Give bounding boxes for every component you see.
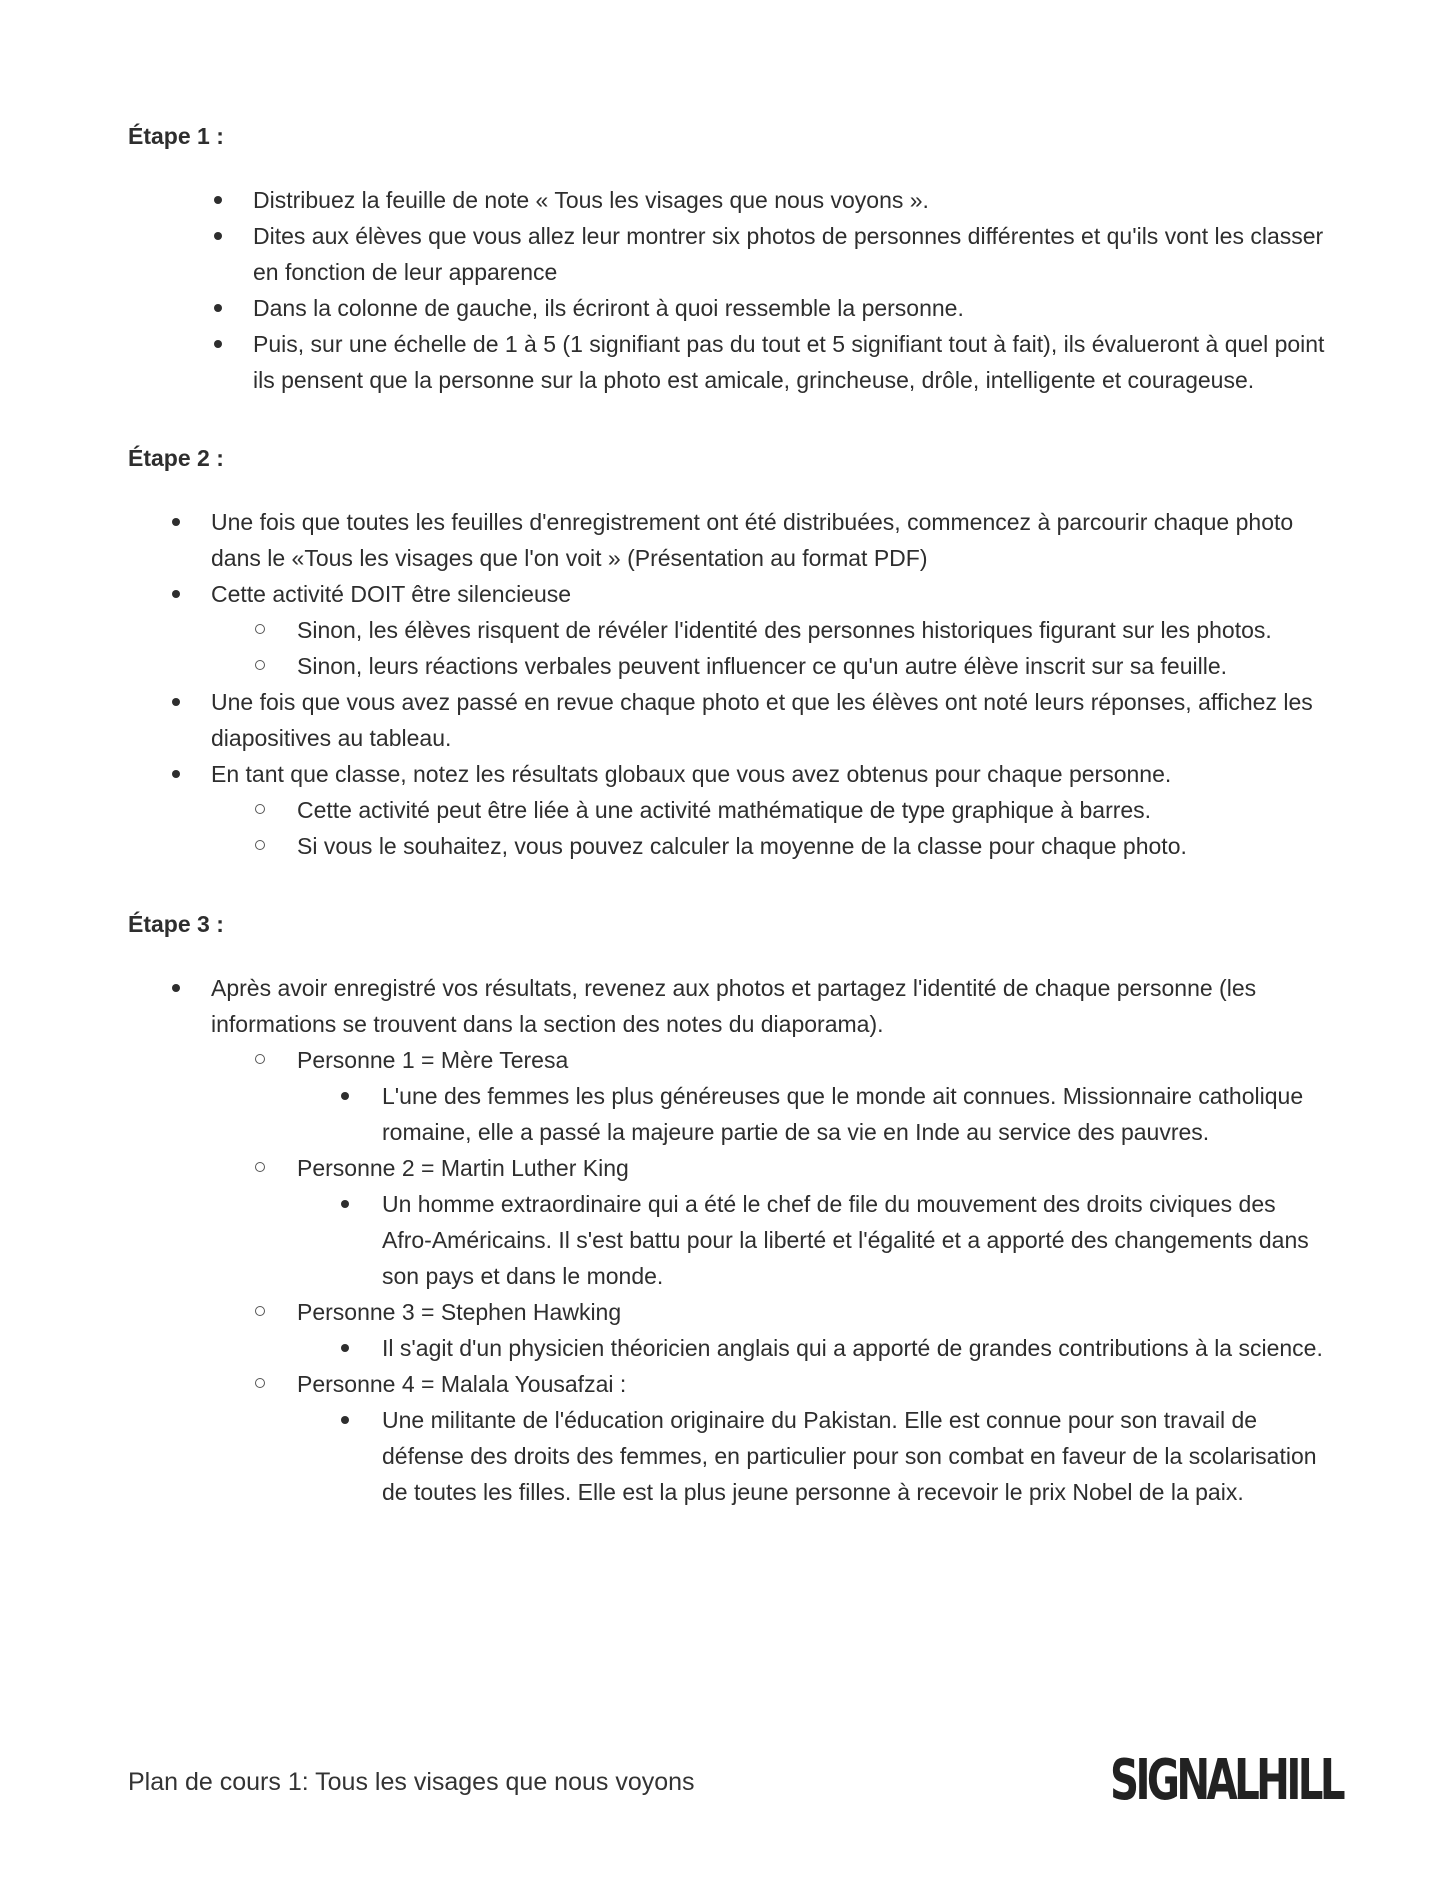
step-2-heading: Étape 2 : bbox=[128, 445, 224, 471]
list-item: Distribuez la feuille de note « Tous les visages que nous voyons ». bbox=[128, 182, 1328, 218]
list-item bbox=[128, 504, 1328, 576]
footer-title: Plan de cours 1: Tous les visages que nous voyons bbox=[128, 1768, 695, 1796]
step-3-list bbox=[128, 970, 1328, 1510]
step-1-heading: Étape 1 : bbox=[128, 123, 224, 149]
person-description: Une militante de l'éducation originaire du Pakistan. Elle est connue pour son travail de défense des droits des femmes, en particulier pour son combat en faveur de la scolarisation de toutes les filles. Elle est la plus jeune personne à recevoir le prix Nobel de la paix. bbox=[297, 1402, 1328, 1510]
sub-list bbox=[211, 612, 1328, 684]
list-item-text: Une fois que vous avez passé en revue chaque photo et que les élèves ont noté leurs réponses, affichez les diapositives au tableau. bbox=[211, 689, 1313, 751]
person-label: Personne 2 = Martin Luther King bbox=[297, 1155, 629, 1181]
list-item bbox=[128, 756, 1328, 864]
sub-list-item: Sinon, leurs réactions verbales peuvent influencer ce qu'un autre élève inscrit sur sa feuille. bbox=[211, 648, 1328, 684]
sub-list-item: Sinon, les élèves risquent de révéler l'identité des personnes historiques figurant sur les photos. bbox=[211, 612, 1328, 648]
person-description: L'une des femmes les plus généreuses que le monde ait connues. Missionnaire catholique romaine, elle a passé la majeure partie de sa vie en Inde au service des pauvres. bbox=[297, 1078, 1328, 1150]
list-item bbox=[128, 576, 1328, 684]
person-item bbox=[211, 1366, 1328, 1510]
list-item: Dites aux élèves que vous allez leur montrer six photos de personnes différentes et qu'ils vont les classer en fonction de leur apparence bbox=[128, 218, 1328, 290]
lesson-content bbox=[128, 118, 1328, 1510]
sub-list bbox=[211, 792, 1328, 864]
list-item-text: En tant que classe, notez les résultats globaux que vous avez obtenus pour chaque personne. bbox=[211, 761, 1172, 787]
list-item bbox=[128, 970, 1328, 1510]
person-details bbox=[297, 1402, 1328, 1510]
person-label: Personne 1 = Mère Teresa bbox=[297, 1047, 569, 1073]
person-description: Il s'agit d'un physicien théoricien anglais qui a apporté de grandes contributions à la science. bbox=[297, 1330, 1328, 1366]
person-label: Personne 4 = Malala Yousafzai : bbox=[297, 1371, 627, 1397]
person-item bbox=[211, 1042, 1328, 1150]
person-item bbox=[211, 1294, 1328, 1366]
person-details bbox=[297, 1186, 1328, 1294]
person-description: Un homme extraordinaire qui a été le chef de file du mouvement des droits civiques des Afro-Américains. Il s'est battu pour la liberté et l'égalité et a apporté des changements dans son pays et dans le monde. bbox=[297, 1186, 1328, 1294]
step-3-section bbox=[128, 906, 1328, 1510]
person-item bbox=[211, 1150, 1328, 1294]
signalhill-logo: SIGNALHILL bbox=[1110, 1748, 1342, 1813]
persons-list bbox=[211, 1042, 1328, 1510]
step-2-section bbox=[128, 440, 1328, 864]
step-2-list bbox=[128, 504, 1328, 864]
person-details bbox=[297, 1330, 1328, 1366]
list-item-text: Cette activité DOIT être silencieuse bbox=[211, 581, 572, 607]
person-details bbox=[297, 1078, 1328, 1150]
list-item bbox=[128, 684, 1328, 756]
list-item: Dans la colonne de gauche, ils écriront à quoi ressemble la personne. bbox=[128, 290, 1328, 326]
step-1-section bbox=[128, 118, 1328, 398]
sub-list-item: Cette activité peut être liée à une activité mathématique de type graphique à barres. bbox=[211, 792, 1328, 828]
step-1-list bbox=[128, 182, 1328, 398]
sub-list-item: Si vous le souhaitez, vous pouvez calculer la moyenne de la classe pour chaque photo. bbox=[211, 828, 1328, 864]
list-item-text: Une fois que toutes les feuilles d'enregistrement ont été distribuées, commencez à parcourir chaque photo dans le «Tous les visages que l'on voit » (Présentation au format PDF) bbox=[211, 509, 1294, 571]
list-item-text: Après avoir enregistré vos résultats, revenez aux photos et partagez l'identité de chaque personne (les informations se trouvent dans la section des notes du diaporama). bbox=[211, 975, 1257, 1037]
list-item: Puis, sur une échelle de 1 à 5 (1 signifiant pas du tout et 5 signifiant tout à fait), ils évalueront à quel point ils pensent que la personne sur la photo est amicale, grincheuse, drôle, intelligente et courageuse. bbox=[128, 326, 1328, 398]
step-3-heading: Étape 3 : bbox=[128, 911, 224, 937]
person-label: Personne 3 = Stephen Hawking bbox=[297, 1299, 622, 1325]
